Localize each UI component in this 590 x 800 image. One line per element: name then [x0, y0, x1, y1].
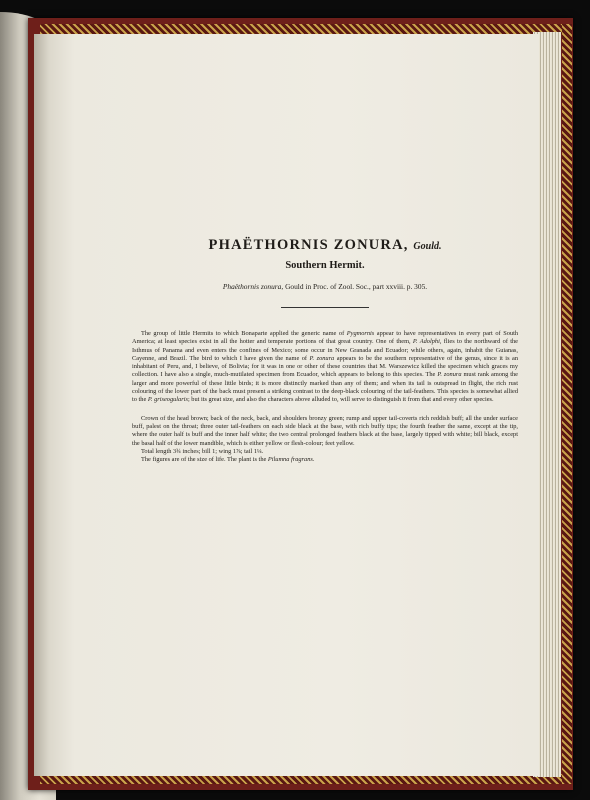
text-run: ; but its great size, and also the characters above alluded to, will serve to distinguish it from that and every other species. — [187, 396, 494, 404]
italic-term: Pilumna fragrans — [267, 456, 313, 464]
body-paragraph — [132, 448, 518, 456]
species-title — [132, 237, 518, 254]
text-run: The group of little Hermits to which Bonaparte applied the generic name of — [141, 330, 347, 337]
text-run: , flies to the northward of the Isthmus of Panama and even enters the confines of Mexico; some occur in New Granada and Ecuador; while others, again, inhabit the Guianas, Cayenne, and Brazil. The bird to which I have given the name of — [132, 338, 518, 362]
body-paragraph — [132, 415, 518, 448]
citation-reference: Gould in Proc. of Zool. Soc., part xxviii. p. 305. — [283, 282, 428, 291]
text-run: . — [312, 456, 315, 464]
text-run: Total length 3¾ inches; bill 1; wing 1⅞; tail 1¼. — [141, 447, 264, 455]
italic-term: P. zonura — [309, 354, 335, 362]
citation-species: Phaëthornis zonura, — [222, 282, 284, 291]
italic-term: P. Adolphi — [412, 338, 440, 346]
gilt-edge-top — [40, 24, 565, 34]
species-name: PHAËTHORNIS ZONURA, — [208, 237, 409, 253]
text-run: The figures are of the size of life. The plant is the — [141, 456, 268, 464]
gilt-edge-right — [562, 24, 572, 784]
text-run: appear to have representatives in every part of South America; at least species exist in all the hotter and temperate portions of that great country. One of them, — [132, 330, 519, 346]
text-run: appears to be the southern representative of the genus, since it is an inhabitant of Peru, and, I believe, of Bolivia; for it was in one or other of these countries that M. Warszewicz killed the specimen which graces my collection. I have also a single, much-mutilated specimen from Ecuador, which appears to belong to this species. The — [132, 354, 518, 379]
divider-rule — [281, 307, 369, 308]
italic-term: P. griseogularis — [147, 396, 188, 404]
italic-term: P. zonura — [437, 371, 462, 379]
text-run: must rank among the larger and more powerful of these little birds; it is more distinctly marked than any of them; and when its tail is outspread in flight, the rich rust colouring of the lower part of the back must present a striking contrast to the deep-black colouring of the tail-feathers. This species is somewhat allied to the — [132, 371, 518, 404]
italic-term: Pygmornis — [346, 330, 375, 337]
species-authority: Gould. — [413, 241, 442, 252]
body-paragraph — [132, 330, 518, 405]
heading-block — [132, 237, 518, 308]
text-run: Crown of the head brown; back of the neck, back, and shoulders bronzy green; rump and upper tail-coverts rich reddish buff; all the under surface buff, palest on the throat; three outer tail-feathers on each side black at the base, with rich buffy tips; the fourth feather the same, except at the tip, where the outer half is buff and the inner half white; the two central prolonged feathers black at the base, largely tipped with white; bill black, except the basal half of the lower mandible, which is either yellow or flesh-colour; feet yellow. — [132, 414, 518, 447]
body-text — [132, 330, 518, 464]
body-paragraph — [132, 456, 518, 464]
common-name: Southern Hermit. — [285, 260, 365, 271]
citation — [132, 282, 518, 291]
